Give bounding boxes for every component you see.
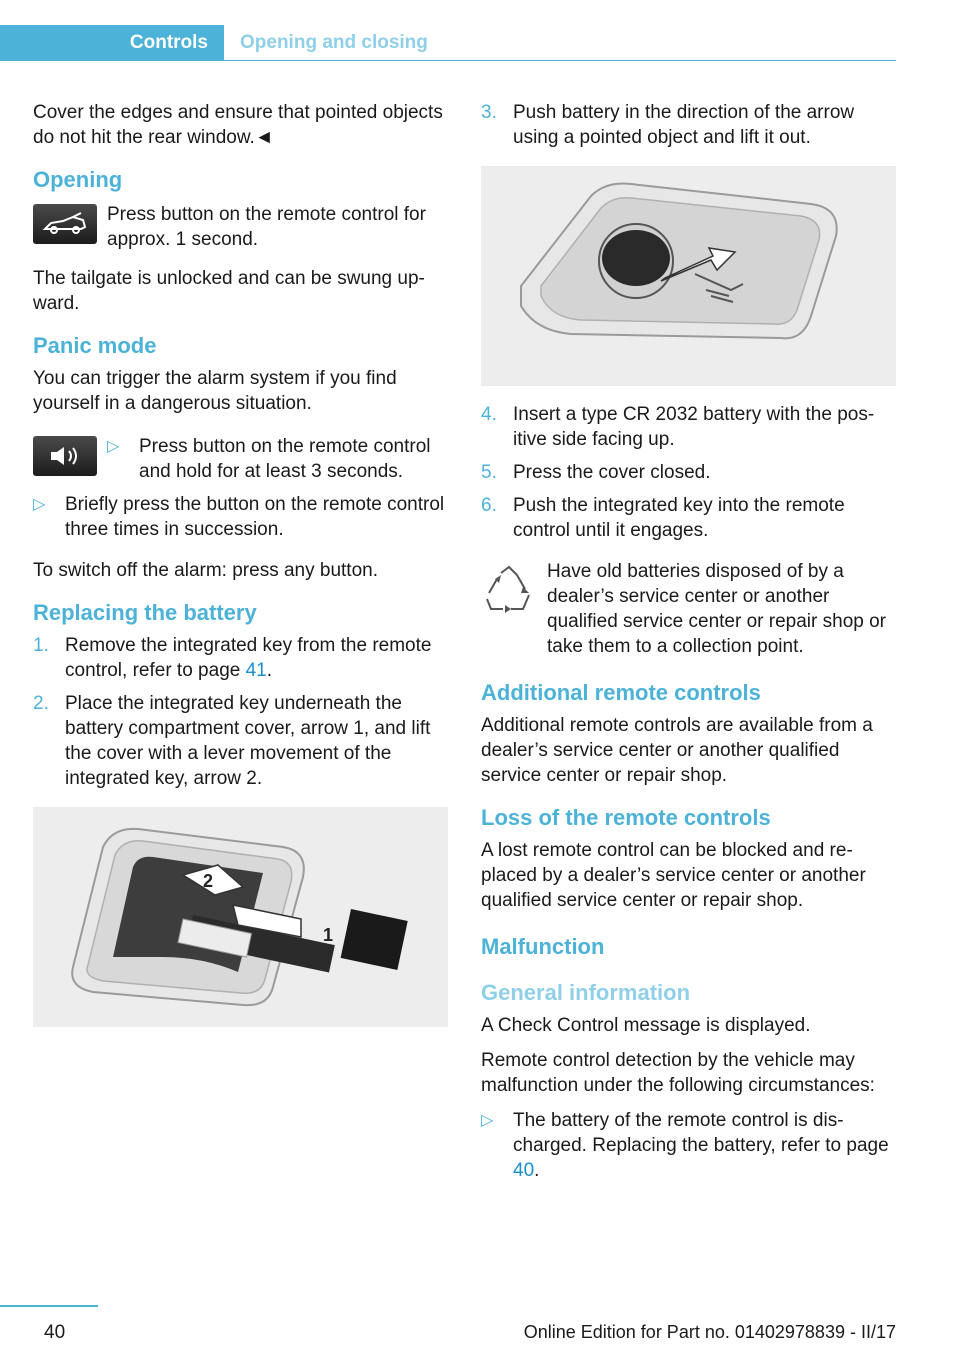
step-3-text: Push battery in the direction of the arrow using a pointed object and lift it out. [513,102,855,148]
step-5-text: Press the cover closed. [513,462,711,483]
bullet-marker-icon: ▷ [33,496,46,513]
malfunction-bullets [481,1108,896,1183]
key-removal-figure [33,807,448,1027]
loss-heading: Loss of the remote controls [481,805,771,830]
list-item [481,100,896,150]
tailgate-icon [33,204,97,244]
bullet-pre: The battery of the remote control is discharged. Replacing the battery, refer to page [513,1110,889,1156]
panic-instruction [33,434,448,484]
additional-heading: Additional remote controls [481,680,761,705]
right-column [481,100,896,1199]
footer-divider [0,1305,98,1307]
panic-heading: Panic mode [33,333,157,358]
bullet-post: . [534,1160,540,1181]
battery-steps-final [481,402,896,543]
alarm-icon [33,436,97,476]
recycle-note [481,559,896,659]
battery-steps [33,633,448,791]
battery-discharged-text [513,1108,896,1183]
additional-text: Additional remote controls are available from a dealer’s service center or another qualified service center or repair shop. [481,715,873,786]
step-number: 4. [481,404,497,425]
arrow-2-label: 2 [203,871,214,891]
edition-text: Online Edition for Part no. 01402978839 - II/17 [523,1322,896,1342]
list-item [33,633,448,683]
step-number: 3. [481,102,497,123]
step-number: 1. [33,635,49,656]
opening-instruction [33,202,448,252]
opening-after-text: The tailgate is unlocked and can be swung upward. [33,268,425,314]
panic-text: You can trigger the alarm system if you find yourself in a dangerous situation. [33,368,397,414]
detection-text: Remote control detection by the vehicle may malfunction under the following circumstances: [481,1050,875,1096]
list-item [481,493,896,543]
loss-text: A lost remote control can be blocked and replaced by a dealer’s service center or another qualified service center or repair shop. [481,840,866,911]
step-6-text: Push the integrated key into the remote control until it engages. [513,495,845,541]
malfunction-heading: Malfunction [481,934,605,959]
bullet-marker-icon: ▷ [481,1112,494,1129]
step-number: 5. [481,462,497,483]
panic-bullet-1 [107,434,448,484]
panic-bullet-1-text: Press button on the remote control and hold for at least 3 seconds. [139,436,431,482]
step-1-text [65,633,448,683]
left-column [33,100,448,1043]
battery-removal-figure [481,166,896,386]
step-number: 2. [33,693,49,714]
page-40-link[interactable]: 40 [513,1160,535,1181]
check-control-text: A Check Control message is displayed. [481,1015,811,1036]
battery-heading: Replacing the battery [33,600,257,625]
opening-heading: Opening [33,167,123,192]
list-item [481,1108,896,1183]
intro-text: Cover the edges and ensure that pointed objects do not hit the rear window.◄ [33,102,443,148]
list-item [33,691,448,791]
list-item [33,492,448,542]
chapter-tab-label: Controls [129,32,208,53]
step-4-text: Insert a type CR 2032 battery with the positive side facing up. [513,404,875,450]
recycle-text: Have old batteries disposed of by a dealer’s service center or another qualified service center or repair shop or take them to a collection point. [547,561,887,657]
arrow-1-label: 1 [323,925,334,945]
section-title: Opening and closing [240,32,428,53]
page-41-link[interactable]: 41 [245,660,267,681]
step-number: 6. [481,495,497,516]
bullet-marker-icon: ▷ [107,438,120,455]
panic-bullets [33,492,448,542]
chapter-tab[interactable] [0,25,224,61]
battery-steps-continued [481,100,896,150]
step-1-pre: Remove the integrated key from the remote control, refer to page [65,635,432,681]
page-number: 40 [44,1322,66,1343]
header-divider [224,60,896,61]
list-item [481,460,896,485]
panic-bullet-2-text: Briefly press the button on the remote control three times in succession. [65,494,445,540]
general-info-heading: General information [481,980,691,1005]
step-2-text: Place the integrated key underneath the battery compartment cover, arrow 1, and lift the cover with a lever movement of the integrated key, arrow 2. [65,693,431,789]
opening-text: Press button on the remote control for approx. 1 second. [107,204,426,250]
step-1-post: . [266,660,273,681]
list-item [481,402,896,452]
recycle-icon [481,563,537,619]
switch-off-text: To switch off the alarm: press any button. [33,560,378,581]
